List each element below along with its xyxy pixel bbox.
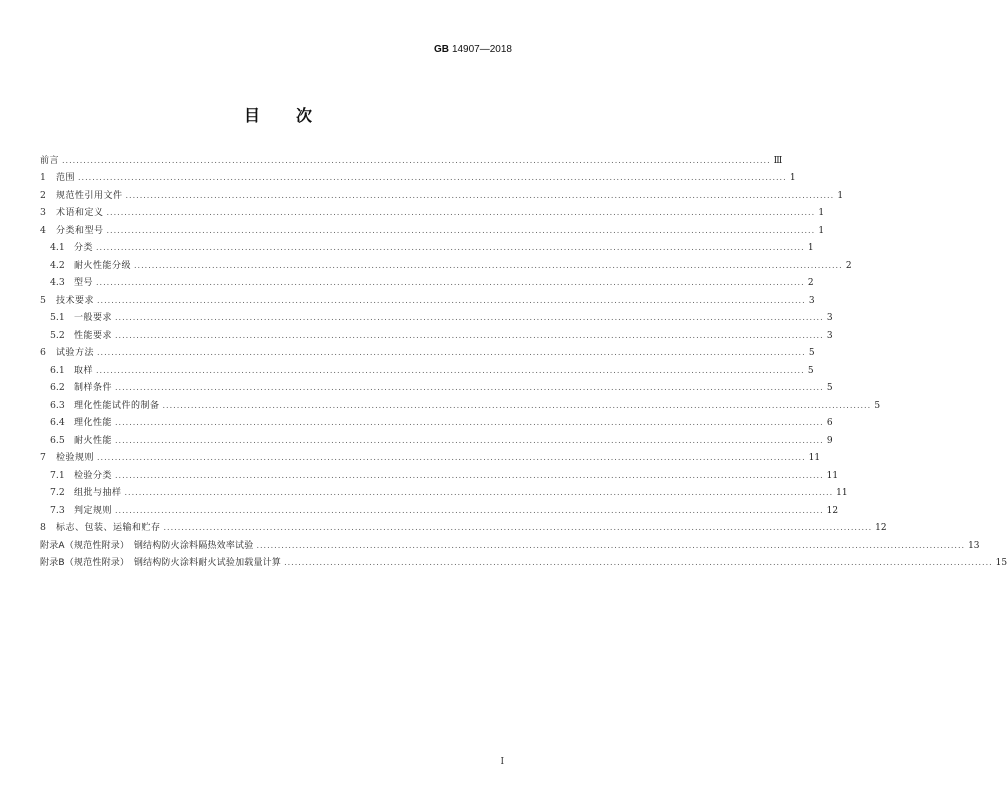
- toc-dot-leader: ........................................................................................................................................................................................................: [284, 558, 993, 567]
- toc-dot-leader: ........................................................................................................................................................................................................: [115, 505, 824, 515]
- toc-entry-page: 11: [826, 470, 839, 481]
- toc-dot-leader: ........................................................................................................................................................................................................: [124, 488, 834, 497]
- toc-entry-page: 13: [968, 540, 980, 551]
- toc-dot-leader: ........................................................................................................................................................................................................: [97, 453, 806, 462]
- toc-entry-page: 12: [875, 523, 887, 533]
- toc-entry-number: 5.2: [50, 329, 65, 341]
- toc-entry[interactable]: [40, 272, 814, 290]
- toc-entry-label: 范围: [56, 173, 76, 183]
- toc-entry-label: 前言: [40, 155, 60, 166]
- toc-entry[interactable]: [40, 324, 833, 342]
- toc-entry-page: 2: [807, 278, 814, 288]
- toc-entry-number: 6.4: [50, 417, 65, 428]
- toc-entry-number: 2: [40, 189, 46, 201]
- toc-entry[interactable]: [40, 184, 844, 202]
- footer-page-number: I: [500, 757, 504, 767]
- toc-entry-label: 检验分类: [74, 470, 113, 481]
- toc-entry[interactable]: [40, 499, 839, 517]
- toc-entry-number: 8: [40, 522, 46, 533]
- toc-entry-page: 5: [874, 400, 881, 411]
- toc-entry[interactable]: [40, 342, 815, 360]
- toc-dot-leader: ........................................................................................................................................................................................................: [106, 225, 816, 235]
- toc-dot-leader: ........................................................................................................................................................................................................: [115, 313, 824, 322]
- toc-dot-leader: ........................................................................................................................................................................................................: [115, 435, 824, 445]
- toc-entry-label: 性能要求: [74, 330, 113, 341]
- toc-entry-label: 规范性引用文件: [56, 190, 123, 201]
- toc-entry-label: 附录B（规范性附录） 钢结构防火涂料耐火试验加载量计算: [40, 558, 282, 568]
- toc-entry-label: 取样: [74, 365, 94, 376]
- toc-entry-page: 1: [807, 243, 814, 253]
- toc-entry-number: 6.1: [50, 364, 65, 376]
- toc-entry[interactable]: [40, 167, 796, 185]
- toc-entry[interactable]: [40, 552, 1007, 570]
- toc-entry-page: 5: [826, 383, 833, 393]
- standard-prefix: GB: [433, 44, 449, 55]
- toc-entry-label: 理化性能试件的制备: [74, 400, 160, 411]
- toc-entry-label: 标志、包装、运输和贮存: [56, 523, 161, 533]
- toc-entry-label: 术语和定义: [56, 208, 104, 218]
- toc-entry-page: 5: [808, 348, 815, 358]
- toc-entry-number: 5.1: [50, 312, 65, 323]
- toc-entry-number: 7.2: [50, 487, 65, 498]
- toc-entry-page: 2: [845, 260, 852, 271]
- toc-entry-page: Ⅲ: [773, 155, 783, 166]
- toc-entry-page: 1: [818, 225, 825, 236]
- toc-entry-number: 4.1: [50, 242, 65, 253]
- toc-entry-label: 理化性能: [74, 418, 113, 428]
- toc-entry-label: 技术要求: [56, 295, 95, 306]
- toc-entry[interactable]: [40, 289, 815, 307]
- toc-dot-leader: ........................................................................................................................................................................................................: [96, 243, 805, 252]
- toc-entry[interactable]: [40, 254, 852, 272]
- toc-dot-leader: ........................................................................................................................................................................................................: [134, 260, 843, 270]
- toc-entry-page: 1: [789, 173, 796, 183]
- toc-entry-page: 1: [818, 208, 825, 218]
- toc-entry[interactable]: [40, 464, 839, 482]
- table-of-contents: [40, 149, 1007, 569]
- toc-dot-leader: ........................................................................................................................................................................................................: [256, 540, 966, 550]
- toc-entry-number: 4.3: [50, 277, 65, 288]
- toc-entry-number: 4.2: [50, 259, 65, 271]
- toc-dot-leader: ........................................................................................................................................................................................................: [96, 365, 805, 375]
- toc-entry-label: 一般要求: [74, 313, 113, 323]
- toc-entry-page: 5: [807, 365, 814, 376]
- toc-entry[interactable]: [40, 377, 833, 395]
- toc-entry-number: 6.5: [50, 434, 65, 446]
- toc-entry-page: 9: [826, 435, 833, 446]
- toc-dot-leader: ........................................................................................................................................................................................................: [97, 348, 806, 357]
- toc-entry-page: 12: [826, 505, 839, 516]
- toc-entry-number: 4: [40, 224, 46, 236]
- toc-entry-label: 型号: [74, 278, 94, 288]
- toc-entry-number: 7: [40, 452, 46, 463]
- toc-entry[interactable]: [40, 307, 833, 325]
- toc-entry[interactable]: [40, 412, 833, 430]
- toc-dot-leader: ........................................................................................................................................................................................................: [97, 295, 806, 305]
- toc-entry-page: 6: [826, 418, 833, 428]
- toc-entry-label: 分类和型号: [56, 225, 104, 236]
- toc-entry-number: 7.1: [50, 469, 65, 481]
- toc-dot-leader: ........................................................................................................................................................................................................: [115, 418, 824, 427]
- toc-dot-leader: ........................................................................................................................................................................................................: [78, 173, 787, 182]
- toc-dot-leader: ........................................................................................................................................................................................................: [115, 470, 824, 480]
- standard-number: [434, 44, 512, 55]
- toc-entry-number: 6.2: [50, 382, 65, 393]
- toc-entry-page: 11: [808, 453, 821, 463]
- toc-dot-leader: ........................................................................................................................................................................................................: [106, 208, 816, 217]
- standard-code: 14907—2018: [451, 44, 512, 55]
- toc-entry-label: 分类: [74, 243, 94, 253]
- toc-entry-number: 3: [40, 207, 46, 218]
- toc-entry-page: 3: [808, 295, 815, 306]
- toc-entry[interactable]: [40, 394, 881, 412]
- toc-dot-leader: ........................................................................................................................................................................................................: [163, 523, 873, 532]
- page-title: 目次: [243, 106, 348, 125]
- toc-dot-leader: ........................................................................................................................................................................................................: [162, 400, 872, 410]
- toc-entry[interactable]: [40, 517, 887, 535]
- toc-entry-page: 3: [826, 330, 833, 341]
- toc-entry-page: 11: [836, 488, 848, 498]
- toc-dot-leader: ........................................................................................................................................................................................................: [62, 155, 771, 165]
- toc-entry-label: 制样条件: [74, 383, 113, 393]
- toc-dot-leader: ........................................................................................................................................................................................................: [115, 330, 824, 340]
- toc-entry-label: 耐火性能: [74, 435, 113, 446]
- toc-entry-number: 1: [40, 172, 46, 183]
- toc-entry[interactable]: [40, 482, 848, 500]
- toc-entry-label: 附录A（规范性附录） 钢结构防火涂料隔热效率试验: [40, 540, 254, 551]
- toc-entry[interactable]: [40, 534, 980, 552]
- toc-entry-number: 6.3: [50, 399, 65, 411]
- toc-entry[interactable]: [40, 202, 825, 220]
- toc-dot-leader: ........................................................................................................................................................................................................: [115, 383, 824, 392]
- toc-dot-leader: ........................................................................................................................................................................................................: [125, 190, 835, 200]
- toc-entry[interactable]: [40, 429, 833, 447]
- toc-entry[interactable]: [40, 149, 783, 167]
- toc-entry-label: 组批与抽样: [74, 488, 122, 498]
- toc-entry-page: 3: [826, 313, 833, 323]
- toc-entry-label: 检验规则: [56, 453, 95, 463]
- toc-entry-number: 6: [40, 347, 46, 358]
- toc-entry-number: 7.3: [50, 504, 65, 516]
- toc-entry[interactable]: [40, 237, 814, 255]
- toc-dot-leader: ........................................................................................................................................................................................................: [96, 278, 805, 287]
- toc-entry-label: 判定规则: [74, 505, 113, 516]
- toc-entry-page: 1: [837, 190, 844, 201]
- toc-entry[interactable]: [40, 219, 825, 237]
- toc-entry-page: 15: [995, 558, 1007, 568]
- toc-entry-label: 耐火性能分级: [74, 260, 132, 271]
- toc-entry-label: 试验方法: [56, 348, 95, 358]
- toc-entry[interactable]: [40, 447, 821, 465]
- toc-entry-number: 5: [40, 294, 46, 306]
- toc-entry[interactable]: [40, 359, 814, 377]
